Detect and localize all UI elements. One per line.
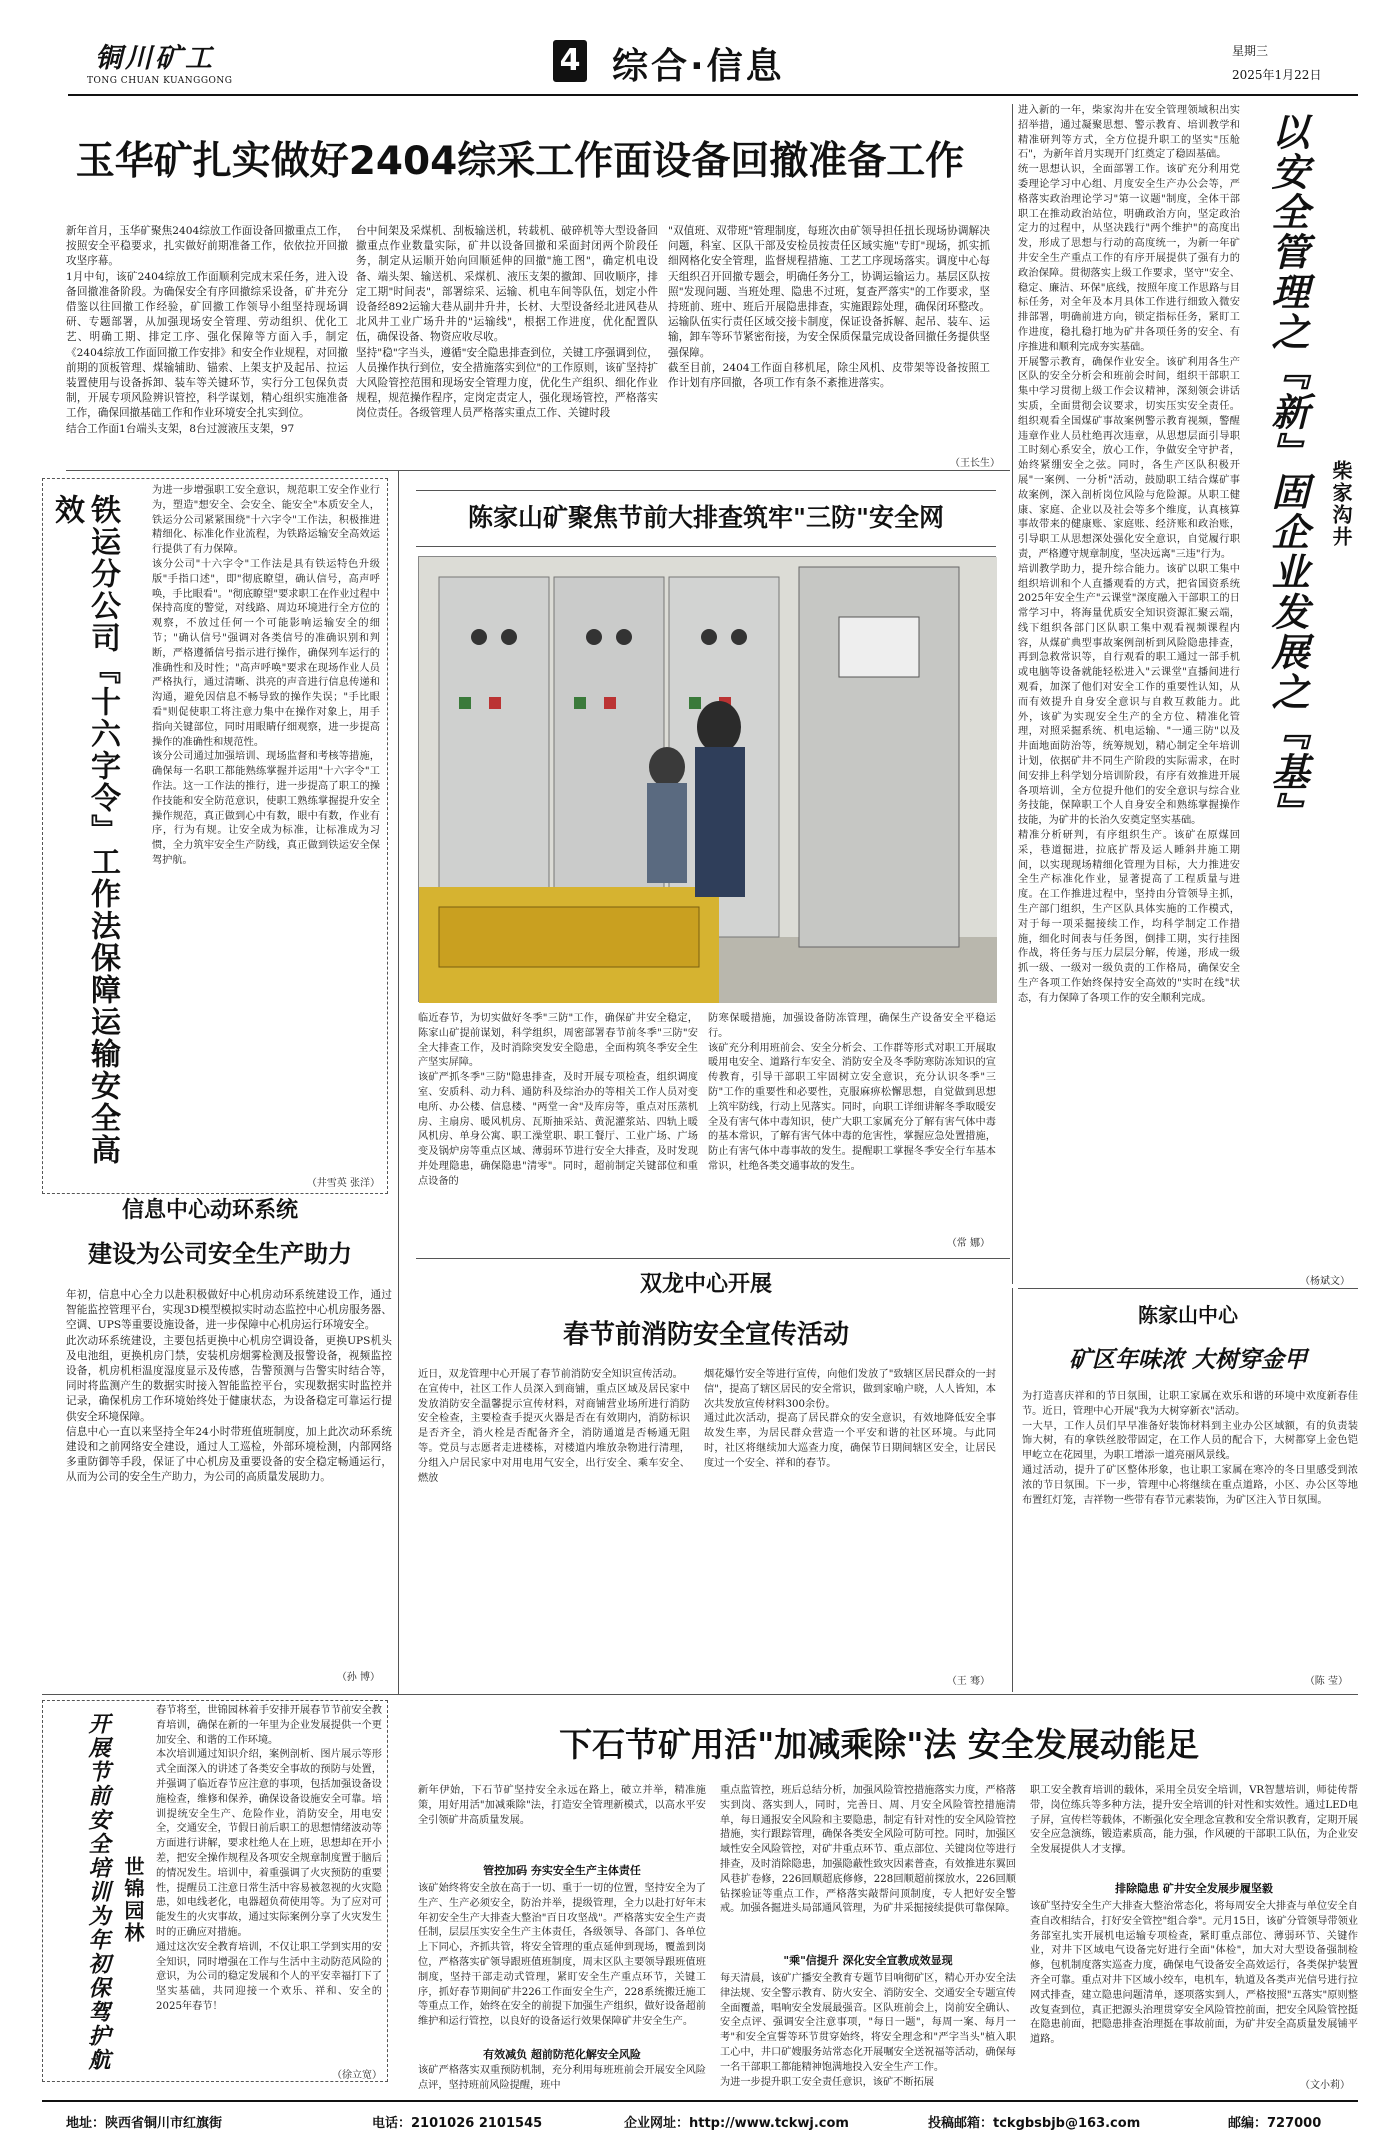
issue-date: 2025年1月22日 bbox=[1232, 68, 1322, 82]
article-shuanglong-col1: 近日，双龙管理中心开展了春节前消防安全知识宣传活动。 在宣传中，社区工作人员深入到商铺，重点区域及居民家中发放消防安全温馨提示宣传材料，对商铺营业场所进行消防安全检查，主要检查手提灭火器是否在有效期内，消防标识是否齐全，消火栓是否配备齐全，消防通道是否畅通无阻等。党员与志愿者走进楼栋，对楼道内堆放杂物进行清理，分组入户居民家中对用电用气安全，出行安全、乘车安全、燃放 bbox=[418, 1369, 690, 1484]
article-yuhua-author: （王长生） bbox=[950, 458, 1000, 469]
article-chenjiashan-col1: 临近春节，为切实做好冬季"三防"工作，确保矿井安全稳定，陈家山矿提前谋划，科学组织，周密部署春节前冬季"三防"安全大排查工作，及时消除突发安全隐患，全面构筑冬季安全生产坚实屏障。 该矿严抓冬季"三防"隐患排查，及时开展专项检查，组织调度室、安质科、动力科、通防科及综治办的等相关工作人员对变电所、办公楼、信息楼、"两堂一舍"及库房等，重点对压蒸机房、主扇房、暖风机房、瓦斯抽采站、黄泥灌浆站、四轨上暖风机房、单身公寓、职工澡堂职、职工餐厅、工业广场、广场变及锅炉房等重点区域、薄弱环节进行安全大排查，及时发现并处理隐患，确保隐患"清零"。同时，超前制定关键部位和重点设备的 bbox=[418, 1013, 698, 1187]
article-shijin-source: 世锦园林 bbox=[121, 1856, 145, 1944]
article-yuhua-col2: 台中间架及采煤机、刮板输送机，转载机、破碎机等大型设备回撤重点作业数量实际，矿井以设备回撤和采面封闭两个阶段任务，制定从运顺开始向回顺延伸的回撤"施工图"，确定机电设备、端头架、输送机、采煤机、液压支架的撤卸、回收顺序，排定工期"时间表"，部署综采、运输、机电车间等队伍，划定小件设备经892运输大巷从副井升井，长材、大型设备经北进风巷从北风井工业广场升井的"运输线"，根据工作进度，优化配置队伍，确保设备、物资应收尽收。 坚持"稳"字当头，遵循"安全隐患排查到位，关键工序强调到位，人员操作执行到位，安全措施落实到位"的工作原则，该矿坚持扩大风险管控范围和现场安全管理力度，优化生产组织、细化作业规程，规范操作程序，定岗定责定人，强化现场管控，严格落实岗位责任。各级管理人员严格落实重点工作、关键时段 bbox=[356, 225, 658, 420]
article-infocenter-title-1: 信息中心动环系统 bbox=[121, 1197, 298, 1223]
article-infocenter-author: （孙 博） bbox=[336, 1672, 380, 1683]
article-xiashijie-title: 下石节矿用活"加减乘除"法 安全发展动能足 bbox=[559, 1725, 1199, 1764]
rule bbox=[1012, 1288, 1013, 1692]
article-xiashijie-col3a: 职工安全教育培训的载体，采用全员安全培训，VR智慧培训，师徒传帮带，岗位练兵等多种方法，提升安全培训的针对性和实效性。通过LED电子屏，宣传栏等载体，不断强化安全理念宣教和安全常识教育，定期开展安全应急演练，锻造素质高，能力强，作风硬的干部职工队伍，为企业安全发展提供人才支撑。 bbox=[1030, 1785, 1358, 1856]
article-xiashijie-sub1: 管控加码 夯实安全生产主体责任 bbox=[483, 1864, 641, 1877]
article-chenjiashan-title: 陈家山矿聚焦节前大排查筑牢"三防"安全网 bbox=[467, 503, 945, 532]
rule bbox=[416, 546, 996, 547]
article-shuanglong-col2: 烟花爆竹安全等进行宣传，向他们发放了"致辖区居民群众的一封信"，提高了辖区居民的安全常识，做到家喻户晓，人人皆知，本次共发放宣传材料300余份。 通过此次活动，提高了居民群众的安全意识，有效地降低安全事故发生率，为居民群众营造一个平安和谐的社区环境。与此同时，社区将继续加大巡查力度，确保节日期间辖区安全，让居民度过一个安全、祥和的春节。 bbox=[704, 1369, 996, 1469]
article-xiashijie-col1a: 新年伊始，下石节矿坚持安全永远在路上，破立并举，精准施策，用好用活"加减乘除"法，打造安全管理新模式，以高水平安全引领矿井高质量发展。 bbox=[418, 1785, 706, 1826]
article-chaijiagou-intro: 进入新的一年，柴家沟井在安全管理领域积出实招举措，通过凝聚思想、警示教育、培训教学和精准研判等方式，全方位提升职工的坚实"压舱石"，为新年首月实现开门红奠定了稳固基础。 统一思想认识，全面部署工作。该矿充分利用党委理论学习中心组、月度安全生产办公会等，严格落实政治理论学习"第一议题"制度，全体干部职工在推动政治站位，明确政治方向，坚定政治定力的过程中，从坚决践行"两个维护"的高度出发，形成了思想与行动的高度统一，为新一年矿井安全生产重点工作的有序开展提供了强有力的政治保障。贯彻落实上级工作要求，坚守"安全、稳定、廉洁、环保"底线，按照年度工作思路与目标任务，对全年及本月具体工作进行细致入微安排部署，明确前进方向，锁定指标任务，紧盯工作进度，稳扎稳打地为矿井各项任务的安全、有序推进和顺利完成夯实基础。 开展警示教育，确保作业安全。该矿利用各生产区队的安全分析会和班前会时间，组织干部职工集中学习贯彻上级工作会议精神，深刻领会讲话实质，全面贯彻会议要求，切实压实安全责任。组织观看全国煤矿事故案例警示教育视频，警醒违章作业人员杜绝再次违章，从思想层面引导职工时刻心系安全，放心工作，争做安全守护者，始终紧绷安全之弦。同时，各生产区队积极开展"一案例、一分析"活动，鼓励职工结合煤矿事故案例，深入剖析岗位风险与危险源。从职工健康、家庭、企业以及社会等多个维度，认真核算事故带来的健康账、家庭账、经济账和政治账，引导职工从思想深处强化安全意识，自觉履行职责，严格遵守规章制度，坚决远离"三违"行为。 培训教学助力，提升综合能力。该矿以职工集中组织培训和个人直播观看的方式，把省国资系统2025年安全生产"云课堂"深度融入干部职工的日常学习中，将海量优质安全知识资源汇聚云端，线下组织各部门区队职工集中观看视频课程内容，从煤矿典型事故案例剖析到风险隐患排查，再到急救常识等，自行观看的职工通过一部手机或电脑等设备就能轻松进入"云课堂"直播间进行观看，加深了他们对安全工作的重要性认知，从而有效提升自身安全意识与自救互救能力。此外，该矿为实现安全生产的全方位、精准化管理，对照采掘系统、机电运输、"一通三防"以及井面地面防治等，统筹规划，精心制定全年培训计划，依据矿井不同生产阶段的实际需求，在时间安排上科学划分培训阶段，有序有效推进开展各项培训，全方位提升他们的安全意识与综合业务技能，保障职工个人自身安全和熟练掌握操作技能，为矿井的长治久安奠定坚实基础。 精准分析研判，有序组织生产。该矿在原煤回采，巷道掘进，拉底扩帮及运人睡斜井施工期间，以实现现场精细化管理为目标，大力推进安全生产标准化作业，显著提高了工程质量与进度。在工作推进过程中，坚持由分管领导主抓，生产部门组织，生产区队具体实施的工作模式，对于每一项采掘接续工作，均科学制定工作措施，细化时间表与任务图，倒排工期，实行挂图作战，将任务与压力层层分解，传递，形成一级抓一级、一级对一级负责的工作格局，确保安全生产各项工作始终保持安全高效的"实时在线"状态，有力保障了各项工作的安全顺利完成。 bbox=[1018, 105, 1240, 1004]
article-chenjia-center-body: 为打造喜庆祥和的节日氛围，让职工家属在欢乐和谐的环境中欢度新春佳节。近日，管理中心开展"我为大树穿新衣"活动。 一大早，工作人员们早早准备好装饰材料到主业办公区域额，有的负责装饰大树，有的拿铁丝胶带固定，在工作人员的配合下，大树都穿上金色铠甲屹立在花园里，为职工增添一道亮丽风景线。 通过活动，提升了矿区整体形象，也让职工家属在寒冷的冬日里感受到浓浓的节日氛围。下一步，管理中心将继续在重点道路，小区、办公区等地布置红灯笼，吉祥物一些带有春节元素装饰，为矿区注入节日氛围。 bbox=[1022, 1391, 1358, 1506]
rule bbox=[398, 470, 399, 1694]
article-tieyun-author: （井雪英 张洋） bbox=[306, 1178, 380, 1189]
footer-website: 企业网址：http://www.tckwj.com bbox=[624, 2116, 849, 2131]
page-number: 4 bbox=[559, 43, 581, 78]
footer-postcode: 邮编：727000 bbox=[1228, 2116, 1322, 2131]
article-xiashijie-sub3: "乘"信提升 深化安全宣教成效显现 bbox=[783, 1954, 953, 1967]
article-shijin-body: 春节将至，世锦园林着手安排开展春节节前安全教育培训，确保在新的一年里为企业发展提供一个更加安全、和谐的工作环境。 本次培训通过知识介绍，案例剖析、图片展示等形式全面深入的讲述了各类安全事故的预防与处置，并强调了临近春节应注意的事项，包括加强设备设施检查，维修和保养，确保设备设施安全可靠。培训提统安全生产、危险作业，消防安全，用电安全，交通安全，节假日前后职工的思想情绪波动等方面进行讲解，要求杜绝人在上班，思想却在开小差，把安全操作规程及各项安全规章制度置于脑后的情况发生。培训中，着重强调了火灾预防的重要性，提醒员工注意日常生活中容易被忽视的火灾隐患，如电线老化，电器超负荷使用等。为了应对可能发生的火灾事故，通过实际案例分享了火灾发生时的正确应对措施。 通过这次安全教育培训，不仅让职工学到实用的安全知识，同时增强在工作与生活中主动防范风险的意识，为公司的稳定发展和个人的平安幸福打下了坚实基础，共同迎接一个欢乐、祥和、安全的2025年春节！ bbox=[156, 1705, 382, 2012]
article-yuhua-col3: "双值班、双带班"管理制度，每班次由矿领导担任扭长现场协调解决问题，科室、区队干部及安检员按责任区域实施"专盯"现场，抓实抓细网格化安全管理，监督规程措施、工艺工序现场落实。调度中心每天组织召开回撤专题会，明确任务分工，协调运输运力。基层区队按照"发现问题、当班处理、隐患不过班，复查严落实"的工作要求，坚持班前、班中、班后开展隐患排查，实施跟踪处理，确保闭环整改。运输队伍实行责任区域交接卡制度，保证设备拆解、起吊、装车、运输，卸车等环节紧密衔接，为安全保质保量完成设备回撤任务提供坚强保障。 截至目前，2404工作面自移机尾，除尘风机、皮带架等设备按照工作计划有序回撤，各项工作有条不紊推进落实。 bbox=[668, 225, 990, 390]
article-yuhua-title: 玉华矿扎实做好2404综采工作面设备回撤准备工作 bbox=[75, 139, 965, 184]
article-xiashijie-sub2: 有效减负 超前防范化解安全风险 bbox=[483, 2048, 641, 2061]
article-xiashijie-col2b: 每天清晨，该矿广播安全教育专题节目响彻矿区，精心开办安全法律法规、安全警示教育、防火安全、消防安全、交通安全专题宣传全面覆盖，唱响安全发展最强音。区队班前会上，岗前安全确认、安全点评、强调安全注意事项，"每日一题"，每周一案、每月一考"和安全宣誓等环节贯穿始终，将安全理念和"严字当头"植入职工心中，井口矿嫂服务站常态化开展嘱安全送祝福等活动，确保每一名干部职工都能精神饱满地投入安全生产工作。 为进一步提升职工安全责任意识，该矿不断拓展 bbox=[720, 1973, 1016, 2088]
article-chaijiagou-source: 柴家沟井 bbox=[1329, 460, 1353, 548]
newspaper-logo-en: TONG CHUAN KUANGGONG bbox=[87, 76, 233, 86]
article-chenjia-center-author: （陈 莹） bbox=[1304, 1676, 1348, 1687]
article-shuanglong-title-2: 春节前消防安全宣传活动 bbox=[562, 1320, 849, 1350]
article-xiashijie-sub4: 排除隐患 矿井安全发展步履坚毅 bbox=[1115, 1882, 1273, 1895]
footer-rule bbox=[42, 2100, 1358, 2102]
footer-phone: 电话：2101026 2101545 bbox=[372, 2116, 543, 2131]
rule bbox=[1012, 104, 1013, 1284]
article-shijin-author: （徐立宽） bbox=[332, 2070, 382, 2081]
newspaper-logo: 铜川矿工 bbox=[95, 43, 215, 74]
rule bbox=[416, 1258, 1010, 1259]
masthead-rule bbox=[68, 94, 1358, 96]
article-tieyun-body: 为进一步增强职工安全意识，规范职工安全作业行为，塑造"想安全、会安全、能安全"本质安全人，铁运分公司紧紧围绕"十六字令"工作法，积极推进精细化、标准化作业流程，为铁路运输安全高效运行提供了有力保障。 该分公司"十六字令"工作法是具有铁运特色升级版"手指口述"，即"彻底瞭望，确认信号，高声呼唤，手比眼看"。"彻底瞭望"要求职工在作业过程中保持高度的警觉，对线路、周边环境进行全方位的观察，不放过任何一个可能影响运输安全的细节；"确认信号"强调对各类信号的准确识别和判断，严格遵循信号指示进行操作，确保列车运行的准确性和及时性；"高声呼唤"要求在现场作业人员严格执行，通过清晰、洪亮的声音进行信息传递和沟通，避免因信息不畅导致的操作失误；"手比眼看"则促使职工将注意力集中在操作对象上，用手指向关键部位，同时用眼睛仔细观察，进一步提高操作的准确性和规范性。 该分公司通过加强培训、现场监督和考核等措施，确保每一名职工都能熟练掌握并运用"十六字令"工作法。这一工作法的推行，进一步提高了职工的操作技能和安全防范意识，使职工熟练掌握提升安全操作规范，真正做到心中有数，眼中有数，作业有序，行为有规。让安全成为标准，让标准成为习惯，全力筑牢安全生产防线，真正做到铁运安全保驾护航。 bbox=[152, 485, 380, 866]
article-chenjia-center-title-1: 陈家山中心 bbox=[1138, 1303, 1238, 1327]
footer-address: 地址：陕西省铜川市红旗街 bbox=[66, 2116, 223, 2131]
masthead bbox=[0, 0, 1379, 96]
rule bbox=[416, 490, 996, 491]
article-xiashijie-col2a: 重点监管控，班后总结分析，加强风险管控措施落实力度，严格落实到岗、落实到人，同时，完善日、周、月安全风险管控措施清单，每日通报安全风险和主要隐患，制定有针对性的安全风险管控措施，实行跟踪管理，确保各类安全风险可防可控。同时，加强区域性安全风险管控，对矿井重点环节、重点部位、关键岗位等进行排查，及时消除隐患，加强隐蔽性致灾因素普查，有效推进东翼回风巷扩卷修，226回顺超底修修，228回顺超前探放水，226回顺钻探验证等重点工作，严格落实敲帮问顶制度，专人把好安全警戒。加强各掘进头局部通风管理，为矿井采掘接续提供可靠保障。 bbox=[720, 1785, 1016, 1915]
article-chaijiagou-author: （杨斌文） bbox=[1300, 1276, 1350, 1287]
rule bbox=[42, 1694, 1358, 1695]
article-chenjiashan-col2: 防寒保暖措施，加强设备防冻管理，确保生产设备安全平稳运行。 该矿充分利用班前会、安全分析会、工作群等形式对职工开展取暖用电安全、道路行车安全、消防安全及冬季防寒防冻知识的宣传教育，引导干部职工牢固树立安全意识，充分认识冬季"三防"工作的重要性和必要性，克服麻痹松懈思想，自觉做到思想上筑牢防线，行动上见落实。同时，向职工详细讲解冬季取暖安全及有害气体中毒知识，使广大职工家属充分了解有害气体中毒的基本常识，了解有害气体中毒的危害性，掌握应急处置措施，防止有害气体中毒事故的发生。提醒职工掌握冬季安全行车基本常识，杜绝各类交通事故的发生。 bbox=[708, 1013, 996, 1172]
article-infocenter-body: 年初，信息中心全力以赴积极做好中心机房动环系统建设工作，通过智能监控管理平台，实现3D模型模拟实时动态监控中心机房服务器、空调、UPS等重要设施设备，进一步保障中心机房运行环境安全。 此次动环系统建设，主要包括更换中心机房空调设备，更换UPS机头及电池组，更换机房门禁，安装机房烟雾检测及报警设备，视频监控设备，机房机柜温度湿度显示及传感，告警预测与告警实时结合等，同时将监测产生的数据实时接入智能监控平台，实现数据实时监控并记录，确保机房工作环境始终处于健康状态，为设备稳定可靠运行提供安全环境保障。 信息中心一直以来坚持全年24小时带班值班制度，加上此次动环系统建设和之前网络安全建设，通过人工巡检，外部环境检测，内部网络多重防御等手段，保证了中心机房及重要设备的安全稳定畅通运行，从而为公司的安全生产助力，为公司的高质量发展助力。 bbox=[66, 1289, 392, 1484]
photo-distribution-room bbox=[418, 556, 996, 1002]
article-xiashijie-col1c: 该矿严格落实双重预防机制，充分利用每班班前会开展安全风险点评，坚持班前风险提醒，班中 bbox=[418, 2065, 706, 2091]
article-shuanglong-title-1: 双龙中心开展 bbox=[639, 1271, 772, 1297]
rule bbox=[66, 470, 1010, 471]
article-xiashijie-col1b: 该矿始终将安全放在高于一切、重于一切的位置，坚持安全为了生产、生产必须安全，防治并举，提级管理，全力以赴打好年末年初安全生产大排查大整治"百日攻坚战"。严格落实安全生产责任制，层层压实安全生产主体责任，各级领导、各部门、各单位上下同心，齐抓共管，将安全管理的重点延伸到现场，覆盖到岗位，严格落实矿领导跟班值班制度，周末区队主要领导跟班值班制度，坚持干部走动式管理，紧盯安全生产重点环节，关键工序，抓好春节期间矿井226工作面安全生产，228系统搬迁施工等重点工作，始终在安全的前提下加强生产组织，做好设备超前维护和运行管控，以良好的设备运行效果保障矿井安全生产。 bbox=[418, 1883, 706, 2028]
photo-illustration bbox=[419, 557, 997, 1003]
article-xiashijie-col3b: 该矿坚持安全生产大排查大整治常态化，将每周安全大排查与单位安全自查自改相结合，打好安全管控"组合拳"。元月15日，该矿分管领导带领业务部室扎实开展机电运输专项检查，紧盯重点部位、薄弱环节、关键作业，对井下区域电气设备完好进行全面"体检"，加大对大型设备强制检修，包机制度落实巡查力度，确保电气设备安全高效运行，各类保护装置齐全可靠。重点对井下区域小绞车，电机车，轨道及各类声光信号进行拉网式排查，建立隐患问题清单，逐项落实到人，严格按照"五落实"原则整改复查到位，真正把源头治理贯穿安全风险管控前面，把安全风险管控挺在隐患前面，把隐患排查治理挺在事故前面，为矿井安全高质量发展铺平道路。 bbox=[1030, 1901, 1358, 2046]
article-chenjia-center-title-2: 矿区年味浓 大树穿金甲 bbox=[1068, 1346, 1307, 1373]
article-shuanglong-author: （王 骞） bbox=[946, 1676, 990, 1687]
issue-weekday: 星期三 bbox=[1232, 44, 1269, 58]
article-yuhua-col1: 新年首月，玉华矿聚焦2404综放工作面设备回撤重点工作，按照安全平稳要求，扎实做好前期准备工作，依依拉开回撤攻坚序幕。 1月中旬，该矿2404综放工作面顺利完成末采任务，进入设备回撤准备阶段。为确保安全有序回撤综采设备，矿井充分借鉴以往回撤工作经验，矿回撤工作领导小组坚持现场调研、专题部署，从加强现场安全管理、劳动组织、优化工艺、明确工期、排定工序、强化保障等方面入手，制定《2404综放工作面回撤工作安排》和安全作业规程，对回撤前期的顶板管理、煤输辅助、锚索、上架支护及起吊、拉运装置使用与设备拆卸、装车等关键环节，实行分工包保负责制，开展专项风险辨识管控，科学谋划，精心组织实施准备工作，确保回撤基础工作和作业环境安全扎实到位。 结合工作面1台端头支架，8台过渡液压支架，97 bbox=[66, 225, 348, 435]
article-xiashijie-author: （文小莉） bbox=[1300, 2080, 1350, 2091]
article-chaijiagou-title: 以安全管理之『新』固企业发展之『基』 bbox=[1265, 112, 1310, 832]
article-infocenter-title-2: 建设为公司安全生产助力 bbox=[88, 1239, 352, 1268]
article-chenjiashan-author: （常 娜） bbox=[946, 1238, 990, 1249]
article-tieyun-title: 铁运分公司『十六字令』工作法保障运输安全高效 bbox=[49, 494, 120, 1166]
article-shijin-title: 开展节前安全培训为年初保驾护航 bbox=[85, 1712, 111, 2072]
footer-email: 投稿邮箱：tckgbsbjb@163.com bbox=[928, 2116, 1141, 2131]
section-title: 综合·信息 bbox=[612, 46, 785, 87]
rule bbox=[1018, 1288, 1358, 1289]
